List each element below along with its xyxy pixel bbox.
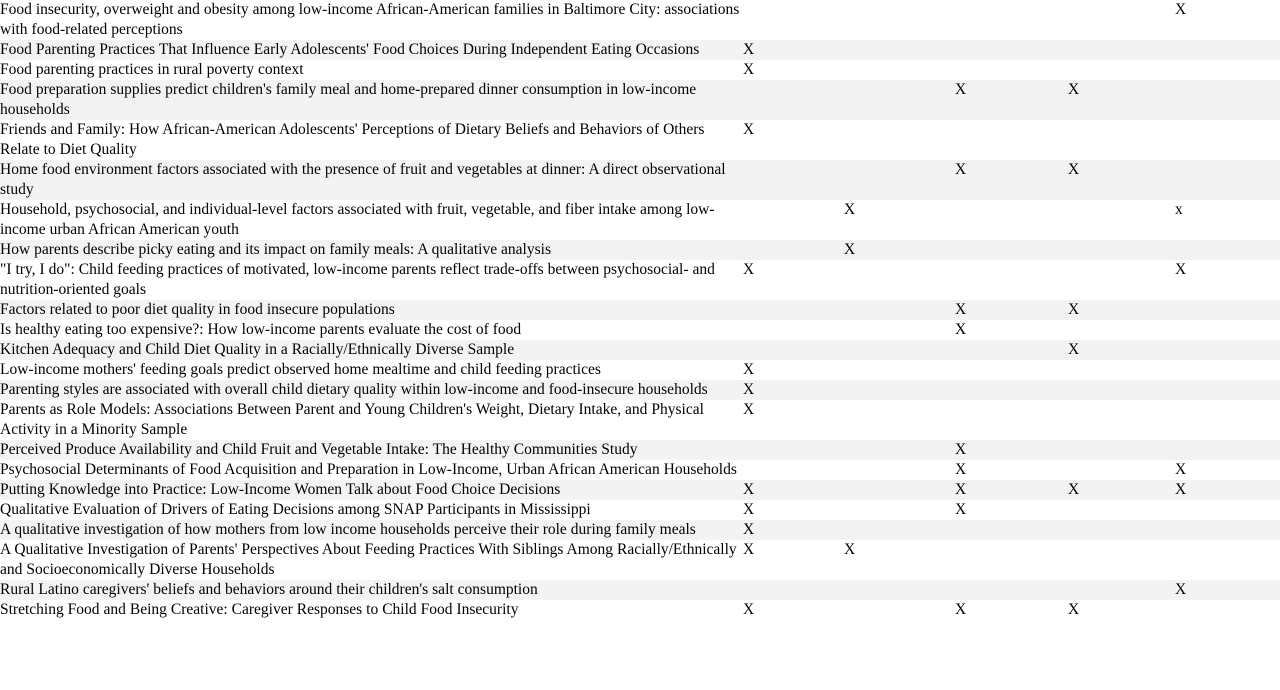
article-title-cell: Kitchen Adequacy and Child Diet Quality in a Racially/Ethnically Diverse Sample: [0, 341, 515, 358]
article-title-cell: Factors related to poor diet quality in food insecure populations: [0, 301, 395, 318]
theme-mark-cell-4: [1068, 60, 1175, 80]
theme-mark-cell-4: [1068, 500, 1175, 520]
theme-mark-cell-2: [844, 260, 955, 300]
theme-mark-cell-3: X: [955, 501, 967, 518]
theme-mark-cell-4: X: [1068, 301, 1080, 318]
theme-mark-cell-4: [1068, 40, 1175, 60]
theme-mark-cell-1: X: [743, 501, 755, 518]
table-row: [0, 400, 1280, 440]
theme-mark-cell-5: [1175, 520, 1280, 540]
theme-mark-cell-1: X: [743, 361, 755, 378]
theme-mark-cell-2: [844, 360, 955, 380]
theme-mark-cell-5: [1175, 320, 1280, 340]
theme-mark-cell-1: X: [743, 381, 755, 398]
theme-mark-cell-4: [1068, 520, 1175, 540]
theme-mark-cell-3: [955, 240, 1068, 260]
theme-mark-cell-3: X: [955, 601, 967, 618]
article-title-cell: Food insecurity, overweight and obesity among low-income African-American families in Baltimore City: associations with food-related perceptions: [0, 1, 740, 38]
article-title-cell: A qualitative investigation of how mothers from low income households perceive their role during family meals: [0, 521, 696, 538]
theme-mark-cell-4: [1068, 240, 1175, 260]
theme-mark-cell-2: [844, 300, 955, 320]
theme-mark-cell-5: [1175, 240, 1280, 260]
table-row: [0, 80, 1280, 120]
theme-mark-cell-1: X: [743, 121, 755, 138]
theme-mark-cell-4: X: [1068, 481, 1080, 498]
theme-mark-cell-3: [955, 380, 1068, 400]
theme-mark-cell-1: X: [743, 401, 755, 418]
theme-mark-cell-3: [955, 0, 1068, 40]
theme-mark-cell-4: [1068, 400, 1175, 440]
table-row: [0, 0, 1280, 40]
theme-mark-cell-1: X: [743, 61, 755, 78]
theme-mark-cell-1: X: [743, 261, 755, 278]
theme-mark-cell-4: X: [1068, 601, 1080, 618]
theme-mark-cell-4: [1068, 0, 1175, 40]
article-title-cell: Food preparation supplies predict children's family meal and home-prepared dinner consumption in low-income households: [0, 81, 697, 118]
table-row: [0, 600, 1280, 620]
theme-mark-cell-4: [1068, 360, 1175, 380]
theme-mark-cell-1: [743, 460, 844, 480]
table-row: [0, 460, 1280, 480]
theme-mark-cell-1: X: [743, 521, 755, 538]
theme-mark-cell-5: [1175, 360, 1280, 380]
theme-mark-cell-1: [743, 320, 844, 340]
article-title-cell: How parents describe picky eating and its impact on family meals: A qualitative analysis: [0, 241, 551, 258]
theme-mark-cell-2: [844, 400, 955, 440]
theme-mark-cell-5: [1175, 300, 1280, 320]
theme-mark-cell-3: [955, 260, 1068, 300]
theme-mark-cell-1: X: [743, 601, 755, 618]
theme-mark-cell-5: [1175, 440, 1280, 460]
theme-mark-cell-5: [1175, 500, 1280, 520]
table-row: [0, 580, 1280, 600]
article-title-cell: Psychosocial Determinants of Food Acquisition and Preparation in Low-Income, Urban African American Households: [0, 461, 737, 478]
theme-mark-cell-3: [955, 520, 1068, 540]
theme-mark-cell-3: [955, 200, 1068, 240]
article-title-cell: A Qualitative Investigation of Parents' Perspectives About Feeding Practices With Siblings Among Racially/Ethnically and Socioeconomically Diverse Households: [0, 541, 737, 578]
table-row: [0, 480, 1280, 500]
theme-mark-cell-1: X: [743, 481, 755, 498]
theme-mark-cell-4: [1068, 200, 1175, 240]
table-row: [0, 440, 1280, 460]
theme-mark-cell-5: x: [1175, 201, 1183, 218]
theme-mark-cell-1: [743, 240, 844, 260]
table-row: [0, 260, 1280, 300]
theme-mark-cell-4: X: [1068, 81, 1080, 98]
theme-mark-cell-2: [844, 60, 955, 80]
theme-mark-cell-5: [1175, 540, 1280, 580]
theme-mark-cell-5: X: [1175, 581, 1187, 598]
article-title-cell: Rural Latino caregivers' beliefs and behaviors around their children's salt consumption: [0, 581, 538, 598]
theme-mark-cell-4: [1068, 580, 1175, 600]
theme-mark-cell-3: X: [955, 161, 967, 178]
article-title-cell: Home food environment factors associated with the presence of fruit and vegetables at dinner: A direct observational study: [0, 161, 726, 198]
article-title-cell: Qualitative Evaluation of Drivers of Eating Decisions among SNAP Participants in Mississippi: [0, 501, 591, 518]
theme-mark-cell-5: [1175, 120, 1280, 160]
theme-mark-cell-3: X: [955, 461, 967, 478]
article-title-cell: Parenting styles are associated with overall child dietary quality within low-income and food-insecure households: [0, 381, 708, 398]
theme-mark-cell-5: [1175, 160, 1280, 200]
theme-mark-cell-4: [1068, 440, 1175, 460]
theme-mark-cell-4: X: [1068, 161, 1080, 178]
article-title-cell: Parents as Role Models: Associations Between Parent and Young Children's Weight, Dietary Intake, and Physical Activity in a Minority Sample: [0, 401, 704, 438]
article-title-cell: Food parenting practices in rural poverty context: [0, 61, 304, 78]
table-row: [0, 360, 1280, 380]
table-row: [0, 240, 1280, 260]
theme-mark-cell-5: [1175, 40, 1280, 60]
theme-mark-cell-2: [844, 520, 955, 540]
table-row: [0, 500, 1280, 520]
table-row: [0, 120, 1280, 160]
table-row: [0, 40, 1280, 60]
table-row: [0, 200, 1280, 240]
theme-mark-cell-5: [1175, 400, 1280, 440]
theme-mark-cell-3: [955, 120, 1068, 160]
theme-mark-cell-4: [1068, 320, 1175, 340]
theme-mark-cell-2: [844, 80, 955, 120]
article-title-cell: Perceived Produce Availability and Child Fruit and Vegetable Intake: The Healthy Communities Study: [0, 441, 638, 458]
theme-mark-cell-5: [1175, 60, 1280, 80]
theme-mark-cell-1: X: [743, 41, 755, 58]
article-title-cell: Household, psychosocial, and individual-level factors associated with fruit, vegetable, and fiber intake among low-income urban African American youth: [0, 201, 715, 238]
theme-mark-cell-1: [743, 160, 844, 200]
theme-mark-cell-3: [955, 60, 1068, 80]
theme-mark-cell-1: [743, 440, 844, 460]
article-title-cell: Food Parenting Practices That Influence Early Adolescents' Food Choices During Independent Eating Occasions: [0, 41, 700, 58]
theme-mark-cell-1: [743, 80, 844, 120]
theme-mark-cell-1: X: [743, 541, 755, 558]
theme-mark-cell-5: X: [1175, 1, 1187, 18]
theme-mark-cell-2: [844, 120, 955, 160]
theme-mark-cell-3: X: [955, 81, 967, 98]
theme-mark-cell-2: [844, 320, 955, 340]
theme-mark-cell-2: [844, 580, 955, 600]
theme-mark-cell-5: X: [1175, 261, 1187, 278]
table-row: [0, 540, 1280, 580]
table-row: [0, 160, 1280, 200]
theme-mark-cell-2: X: [844, 541, 856, 558]
theme-mark-cell-3: [955, 340, 1068, 360]
table-row: [0, 340, 1280, 360]
theme-mark-cell-3: X: [955, 481, 967, 498]
theme-mark-cell-2: [844, 440, 955, 460]
theme-mark-cell-2: X: [844, 201, 856, 218]
article-title-cell: Friends and Family: How African-American Adolescents' Perceptions of Dietary Beliefs and Behaviors of Others Relate to Diet Quality: [0, 121, 705, 158]
theme-mark-cell-3: X: [955, 441, 967, 458]
theme-mark-cell-3: X: [955, 321, 967, 338]
theme-mark-cell-5: X: [1175, 461, 1187, 478]
table-row: [0, 320, 1280, 340]
table-row: [0, 380, 1280, 400]
theme-mark-cell-2: [844, 40, 955, 60]
theme-mark-cell-4: [1068, 120, 1175, 160]
theme-mark-cell-3: [955, 40, 1068, 60]
theme-mark-cell-2: [844, 0, 955, 40]
theme-mark-cell-3: [955, 540, 1068, 580]
theme-mark-cell-4: [1068, 460, 1175, 480]
theme-mark-cell-4: X: [1068, 341, 1080, 358]
article-title-cell: Stretching Food and Being Creative: Caregiver Responses to Child Food Insecurity: [0, 601, 519, 618]
article-title-cell: Low-income mothers' feeding goals predict observed home mealtime and child feeding practices: [0, 361, 601, 378]
theme-mark-cell-2: [844, 340, 955, 360]
theme-mark-cell-5: [1175, 340, 1280, 360]
theme-mark-cell-2: [844, 460, 955, 480]
theme-mark-cell-2: [844, 160, 955, 200]
theme-mark-cell-1: [743, 200, 844, 240]
article-title-cell: Putting Knowledge into Practice: Low-Income Women Talk about Food Choice Decisions: [0, 481, 561, 498]
theme-mark-cell-1: [743, 340, 844, 360]
theme-mark-cell-2: [844, 380, 955, 400]
theme-mark-cell-3: [955, 580, 1068, 600]
theme-mark-cell-3: [955, 360, 1068, 380]
theme-mark-cell-4: [1068, 380, 1175, 400]
table-row: [0, 300, 1280, 320]
theme-mark-cell-5: [1175, 80, 1280, 120]
table-row: [0, 60, 1280, 80]
table-row: [0, 520, 1280, 540]
theme-mark-cell-1: [743, 580, 844, 600]
theme-mark-cell-3: [955, 400, 1068, 440]
article-title-cell: "I try, I do": Child feeding practices of motivated, low-income parents reflect trade-offs between psychosocial- and nutrition-oriented goals: [0, 261, 715, 298]
theme-mark-cell-5: X: [1175, 481, 1187, 498]
theme-mark-cell-5: [1175, 380, 1280, 400]
theme-mark-cell-2: X: [844, 241, 856, 258]
theme-mark-cell-4: [1068, 260, 1175, 300]
theme-mark-cell-2: [844, 480, 955, 500]
theme-mark-cell-1: [743, 300, 844, 320]
theme-mark-cell-4: [1068, 540, 1175, 580]
theme-mark-cell-2: [844, 600, 955, 620]
theme-mark-cell-3: X: [955, 301, 967, 318]
article-title-cell: Is healthy eating too expensive?: How low-income parents evaluate the cost of food: [0, 321, 522, 338]
theme-mark-cell-1: [743, 0, 844, 40]
theme-mark-cell-2: [844, 500, 955, 520]
theme-mark-cell-5: [1175, 600, 1280, 620]
